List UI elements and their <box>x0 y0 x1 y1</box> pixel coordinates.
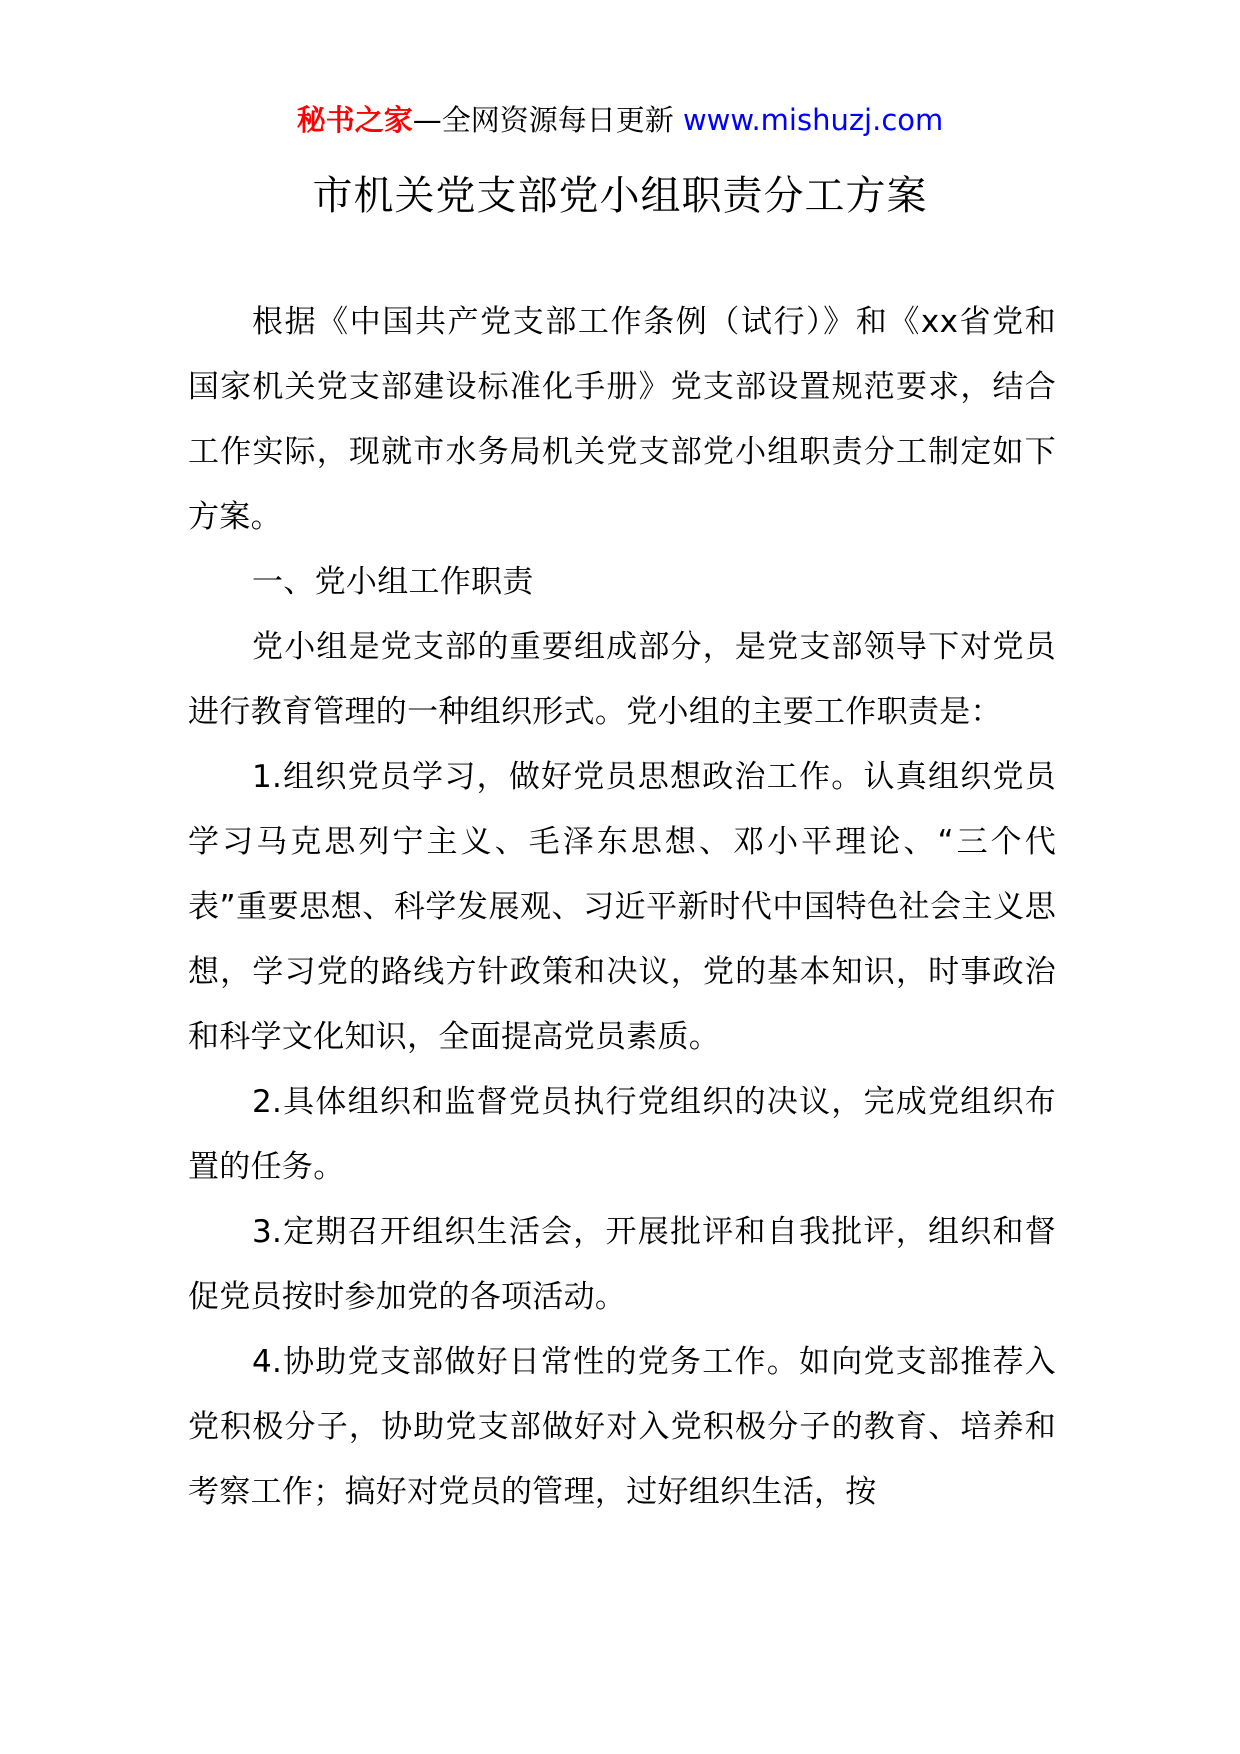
section-heading-duties: 一、党小组工作职责 <box>252 564 534 600</box>
duty-item-4: 4.协助党支部做好日常性的党务工作。如向党支部推荐入党积极分子，协助党支部做好对入党积极分子的教育、培养和考察工作；搞好对党员的管理，过好组织生活，按 <box>188 1344 1056 1510</box>
document-title: 市机关党支部党小组职责分工方案 <box>312 173 928 219</box>
website-link[interactable]: www.mishuzj.com <box>682 103 944 137</box>
duty-item-1: 1.组织党员学习，做好党员思想政治工作。认真组织党员学习马克思列宁主义、毛泽东思想、邓小平理论、“三个代表”重要思想、科学发展观、习近平新时代中国特色社会主义思想，学习党的路线方针政策和决议，党的基本知识，时事政治和科学文化知识，全面提高党员素质。 <box>188 759 1056 1055</box>
duty-item-3: 3.定期召开组织生活会，开展批评和自我批评，组织和督促党员按时参加党的各项活动。 <box>188 1214 1056 1315</box>
header-tagline: —全网资源每日更新 <box>412 103 683 137</box>
paragraph-overview: 党小组是党支部的重要组成部分，是党支部领导下对党员进行教育管理的一种组织形式。党小组的主要工作职责是： <box>188 629 1056 730</box>
duty-item-2: 2.具体组织和监督党员执行党组织的决议，完成党组织布置的任务。 <box>188 1084 1056 1185</box>
paragraph-intro: 根据《中国共产党支部工作条例（试行）》和《xx省党和国家机关党支部建设标准化手册》党支部设置规范要求，结合工作实际，现就市水务局机关党支部党小组职责分工制定如下方案。 <box>188 304 1056 535</box>
brand-name: 秘书之家 <box>296 103 413 137</box>
document-body <box>188 290 1056 1525</box>
watermark-header <box>0 100 1240 140</box>
